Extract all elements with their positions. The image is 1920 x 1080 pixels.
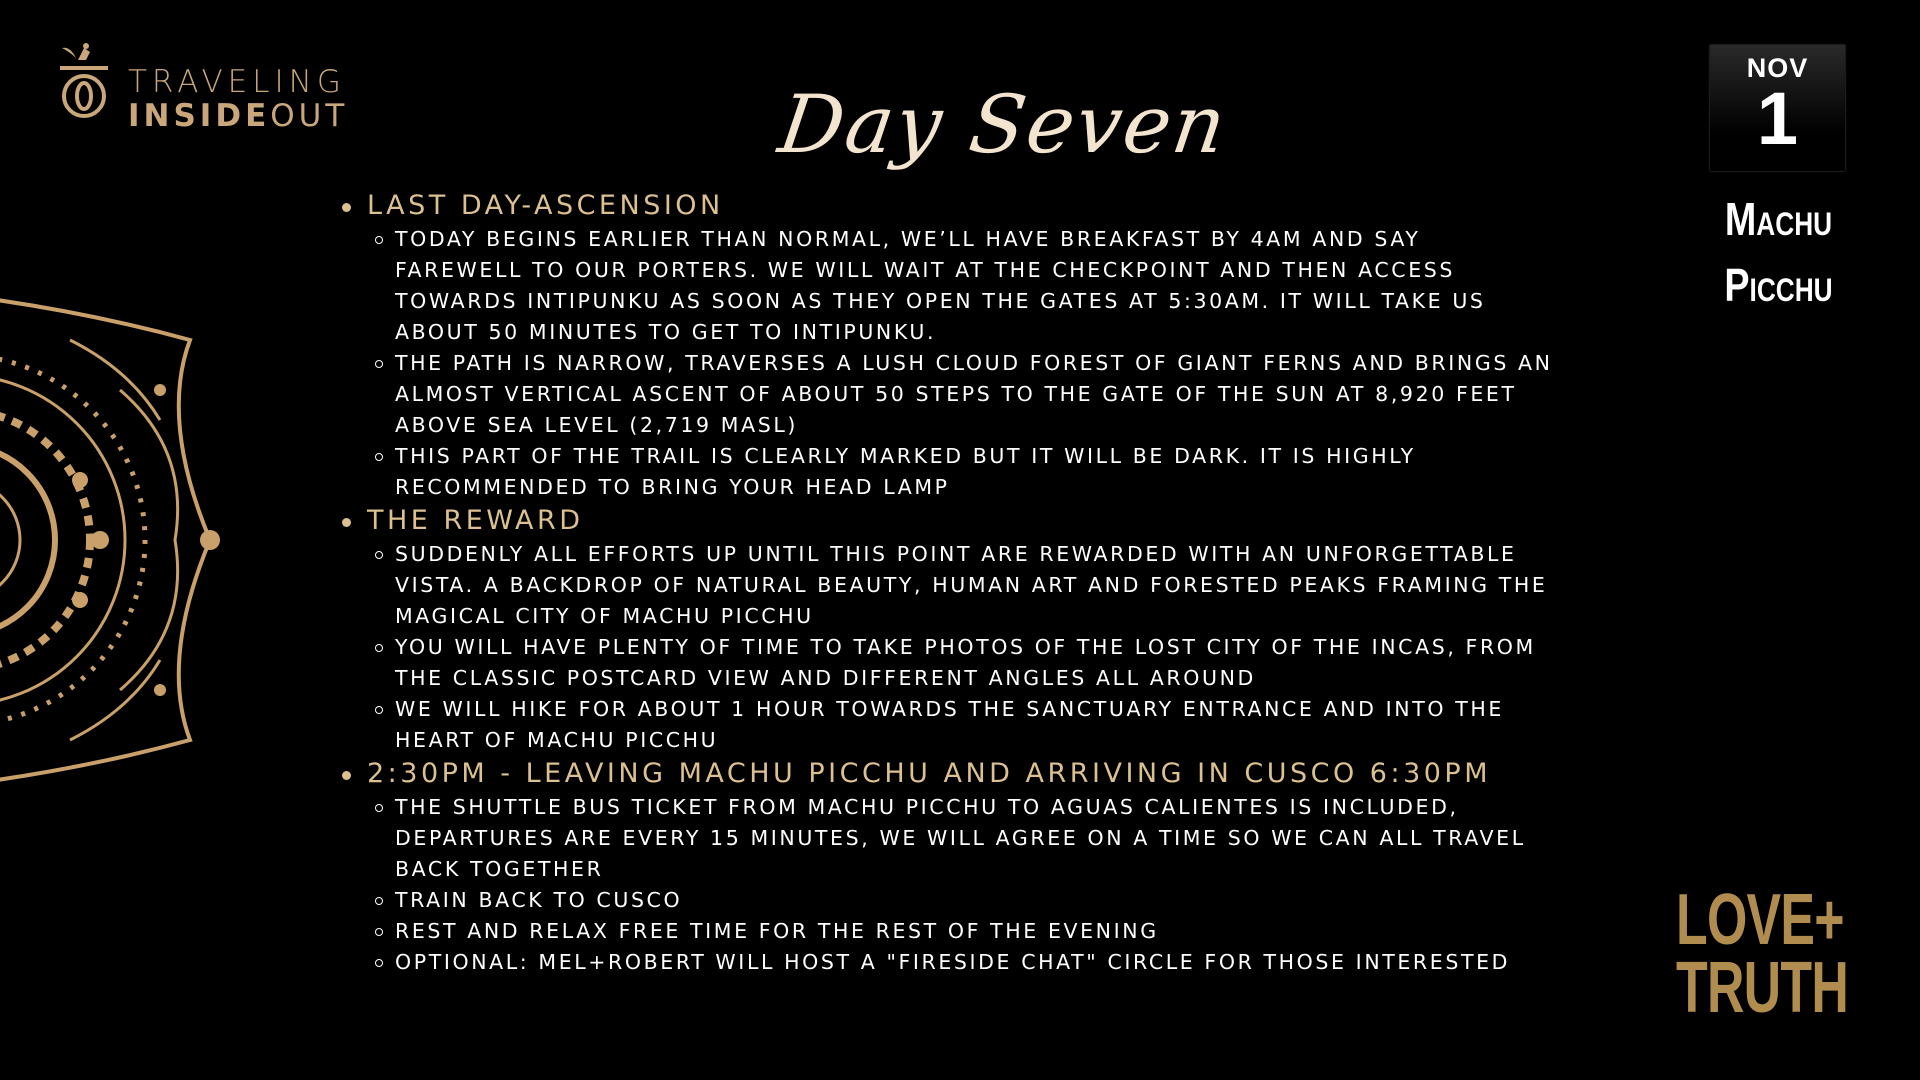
item-line: THE CLASSIC POSTCARD VIEW AND DIFFERENT ANGLES ALL AROUND xyxy=(395,666,1256,690)
date-badge xyxy=(1710,45,1845,171)
item-line: ABOVE SEA LEVEL (2,719 MASL) xyxy=(395,413,798,437)
love-truth-line2: TRUTH xyxy=(1676,948,1849,1028)
list-item xyxy=(395,694,1690,756)
list-item xyxy=(395,348,1690,441)
list-item xyxy=(395,947,1690,978)
section-heading: THE REWARD xyxy=(330,503,1690,539)
section-heading: 2:30PM - LEAVING MACHU PICCHU AND ARRIVING IN CUSCO 6:30PM xyxy=(330,756,1690,792)
section-heading: LAST DAY-ASCENSION xyxy=(330,188,1690,224)
logo-line1: TRAVELING xyxy=(128,64,346,100)
logo-line2 xyxy=(128,98,348,134)
list-item xyxy=(395,632,1690,694)
date-day: 1 xyxy=(1756,77,1799,160)
item-line: REST AND RELAX FREE TIME FOR THE REST OF THE EVENING xyxy=(395,919,1159,943)
location-line2: Picchu xyxy=(1724,259,1833,311)
location-line1: Machu xyxy=(1724,193,1833,245)
item-line: THIS PART OF THE TRAIL IS CLEARLY MARKED BUT IT WILL BE DARK. IT IS HIGHLY xyxy=(395,444,1416,468)
item-line: RECOMMENDED TO BRING YOUR HEAD LAMP xyxy=(395,475,950,499)
love-truth-logo xyxy=(1676,880,1849,1028)
traveling-insideout-logo xyxy=(56,38,356,138)
item-line: TRAIN BACK TO CUSCO xyxy=(395,888,683,912)
item-line: ALMOST VERTICAL ASCENT OF ABOUT 50 STEPS TO THE GATE OF THE SUN AT 8,920 FEET xyxy=(395,382,1517,406)
item-line: SUDDENLY ALL EFFORTS UP UNTIL THIS POINT ARE REWARDED WITH AN UNFORGETTABLE xyxy=(395,542,1517,566)
list-item xyxy=(395,916,1690,947)
item-line: BACK TOGETHER xyxy=(395,857,604,881)
list-item xyxy=(395,441,1690,503)
mandala-ornament xyxy=(0,290,240,790)
item-line: FAREWELL TO OUR PORTERS. WE WILL WAIT AT THE CHECKPOINT AND THEN ACCESS xyxy=(395,258,1455,282)
item-line: TOWARDS INTIPUNKU AS SOON AS THEY OPEN THE GATES AT 5:30AM. IT WILL TAKE US xyxy=(395,289,1486,313)
list-item xyxy=(395,224,1690,348)
section-reward xyxy=(330,503,1690,756)
item-line: HEART OF MACHU PICCHU xyxy=(395,728,719,752)
item-line: WE WILL HIKE FOR ABOUT 1 HOUR TOWARDS THE SANCTUARY ENTRANCE AND INTO THE xyxy=(395,697,1504,721)
location-label xyxy=(1714,186,1843,318)
item-line: MAGICAL CITY OF MACHU PICCHU xyxy=(395,604,814,628)
page-title: Day Seven xyxy=(773,78,1234,171)
section-departure xyxy=(330,756,1690,978)
logo-icon xyxy=(56,38,112,130)
logo-line2-bold: INSIDE xyxy=(128,98,271,134)
itinerary-content xyxy=(330,188,1690,978)
item-line: THE SHUTTLE BUS TICKET FROM MACHU PICCHU TO AGUAS CALIENTES IS INCLUDED, xyxy=(395,795,1459,819)
logo-line2-light: OUT xyxy=(270,98,349,134)
item-line: THE PATH IS NARROW, TRAVERSES A LUSH CLOUD FOREST OF GIANT FERNS AND BRINGS AN xyxy=(395,351,1553,375)
item-line: TODAY BEGINS EARLIER THAN NORMAL, WE’LL HAVE BREAKFAST BY 4AM AND SAY xyxy=(395,227,1421,251)
list-item xyxy=(395,539,1690,632)
item-line: DEPARTURES ARE EVERY 15 MINUTES, WE WILL AGREE ON A TIME SO WE CAN ALL TRAVEL xyxy=(395,826,1526,850)
item-line: YOU WILL HAVE PLENTY OF TIME TO TAKE PHOTOS OF THE LOST CITY OF THE INCAS, FROM xyxy=(395,635,1536,659)
item-line: VISTA. A BACKDROP OF NATURAL BEAUTY, HUMAN ART AND FORESTED PEAKS FRAMING THE xyxy=(395,573,1548,597)
item-line: OPTIONAL: MEL+ROBERT WILL HOST A "FIRESIDE CHAT" CIRCLE FOR THOSE INTERESTED xyxy=(395,950,1511,974)
list-item xyxy=(395,885,1690,916)
item-line: ABOUT 50 MINUTES TO GET TO INTIPUNKU. xyxy=(395,320,937,344)
section-ascension xyxy=(330,188,1690,503)
love-truth-line1: LOVE+ xyxy=(1676,880,1844,960)
date-month: NOV xyxy=(1746,53,1809,83)
list-item xyxy=(395,792,1690,885)
